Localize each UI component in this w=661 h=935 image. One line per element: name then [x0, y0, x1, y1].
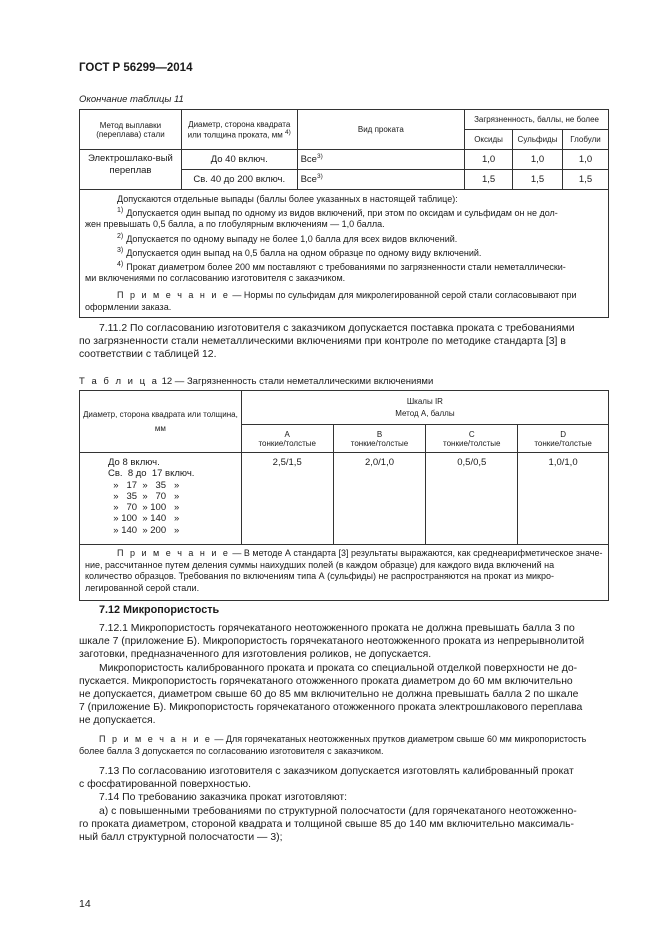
page-number: 14 [79, 898, 91, 910]
table11-footnotes [80, 190, 609, 318]
col-diameter-header: Диаметр, сторона квадрата или толщина проката, мм $^{4)}$ [181, 110, 297, 150]
footnote-2: $^{2)}$ Допускается по одному выпаду не более 1,0 балла для всех видов включений. [117, 232, 458, 244]
col-type-header: Вид проката [297, 110, 464, 150]
method-cell: Электрошлако-вый переплав [80, 150, 182, 190]
table11-note-cont: оформлении заказа. [85, 301, 172, 312]
sub-sulfides-header: Сульфиды [513, 130, 563, 150]
oxides-cell: 1,5 [465, 170, 513, 190]
diameter-cell: До 40 включ. [181, 150, 297, 170]
scale-a-value: 2,5/1,5 [241, 453, 333, 545]
globules-cell: 1,5 [563, 170, 609, 190]
table11-note: П р и м е ч а н и е — Нормы по сульфидам для микролегированной серой стали согласовывают при [117, 290, 577, 301]
globules-cell: 1,0 [563, 150, 609, 170]
sub-globules-header: Глобули [563, 130, 609, 150]
sulfides-cell: 1,5 [513, 170, 563, 190]
type-cell: Все$^{3)}$ [297, 150, 464, 170]
document-header: ГОСТ Р 56299—2014 [79, 62, 193, 74]
paragraph-7-11-2: 7.11.2 По согласованию изготовителя с заказчиком допускается поставка проката с требованиями по загрязненности стали неметаллическими включениями при контроле по методике стандарта [3] в соответствии с таблицей 12. [79, 323, 575, 361]
section-7-12-heading: 7.12 Микропористость [99, 604, 220, 616]
table-row [80, 453, 609, 545]
paragraph-7-13-7-14: 7.13 По согласованию изготовителя с заказчиком допускается изготовлять калиброванный прокат с фосфатированной поверхностью. 7.14 По требованию заказчика прокат изготовляют: а) с повышенными требованиями по структурной полосчатости (для горячекатаного неотожженно- го проката диаметром, стороной квадрата и толщиной свыше 85 до 140 мм включительно максималь- ный балл структурной полосчатости — 3); [79, 766, 577, 844]
footnote-4-cont: ми включениями по согласованию изготовителя с заказчиком. [85, 273, 346, 284]
table-12 [79, 390, 609, 601]
scale-b-value: 2,0/1,0 [333, 453, 426, 545]
footnote-3: $^{3)}$ Допускается один выпад на 0,5 балла на одном образце по одному виду включений. [117, 246, 482, 258]
sub-oxides-header: Оксиды [465, 130, 513, 150]
scale-d-value: 1,0/1,0 [518, 453, 609, 545]
col-scales-header: Шкалы IR Метод А, баллы [241, 391, 608, 425]
oxides-cell: 1,0 [465, 150, 513, 170]
footnote-intro: Допускаются отдельные выпады (баллы более указанных в настоящей таблице): [117, 194, 458, 204]
table-row [80, 150, 609, 170]
scale-a-header: A тонкие/толстые [241, 425, 333, 453]
table12-note: П р и м е ч а н и е — В методе А стандарта [3] результаты выражаются, как среднеарифметическое значе- ние, рассчитанное путем деления суммы наихудших полей (в каждом образце) для каждого вида включений на количество образцов. Требования по включениям типа А (сульфиды) не распространяются на прокат из микро- легированной серой стали. [80, 545, 609, 601]
section-7-12-body: 7.12.1 Микропористость горячекатаного неотожженного проката не должна превышать балла 3 по шкале 7 (приложение Б). Микропористость горячекатаного неотожженного проката из непрерывнолитой заготовки, предназначенного для изготовления роликов, не допускается. Микропористость калиброванного проката и проката со специальной отделкой поверхности не до- пускается. Микропористость горячекатаного отожженного проката диаметром до 60 мм включительно не допускается, диаметром свыше 60 до 85 мм включительно не должна превышать балла 2 по шкале 7 (приложение Б). Микропористость горячекатаного отожженного проката электрошлакового переплава не допускается. [79, 623, 585, 727]
col-contam-header: Загрязненность, баллы, не более [465, 110, 609, 130]
footnote-1-cont: жен превышать 0,5 балла, а по глобулярным включениям — 1,0 балла. [85, 219, 385, 230]
section-7-12-note: П р и м е ч а н и е — Для горячекатаных неотожженных прутков диаметром свыше 60 мм микропористость более балла 3 допускается по согласованию изготовителя с заказчиком. [79, 734, 587, 756]
table12-caption: Т а б л и ц а 12 — Загрязненность стали неметаллическими включениями [79, 376, 434, 387]
col-method-header: Метод выплавки (переплава) стали [80, 110, 182, 150]
type-cell: Все$^{3)}$ [297, 170, 464, 190]
scale-c-header: C тонкие/толстые [426, 425, 518, 453]
footnote-1: $^{1)}$ Допускается один выпад по одному из видов включений, при этом по оксидам и сульфидам он не дол- [117, 207, 558, 219]
diameter-cell: Св. 40 до 200 включ. [181, 170, 297, 190]
scale-c-value: 0,5/0,5 [426, 453, 518, 545]
footnote-4: $^{4)}$ Прокат диаметром более 200 мм поставляют с требованиями по загрязненности стали неметаллически- [117, 261, 566, 273]
col-diameter-header: Диаметр, сторона квадрата или толщина, мм [80, 391, 242, 453]
scale-d-header: D тонкие/толстые [518, 425, 609, 453]
scale-b-header: B тонкие/толстые [333, 425, 426, 453]
table-11 [79, 109, 609, 318]
sulfides-cell: 1,0 [513, 150, 563, 170]
sizes-cell: До 8 включ. Св. 8 до 17 включ. » 17 » 35 » » 35 » 70 » » 70 » 100 » » 100 » 140 » » 140 » 200 » [80, 453, 242, 545]
table11-caption: Окончание таблицы 11 [79, 94, 184, 105]
